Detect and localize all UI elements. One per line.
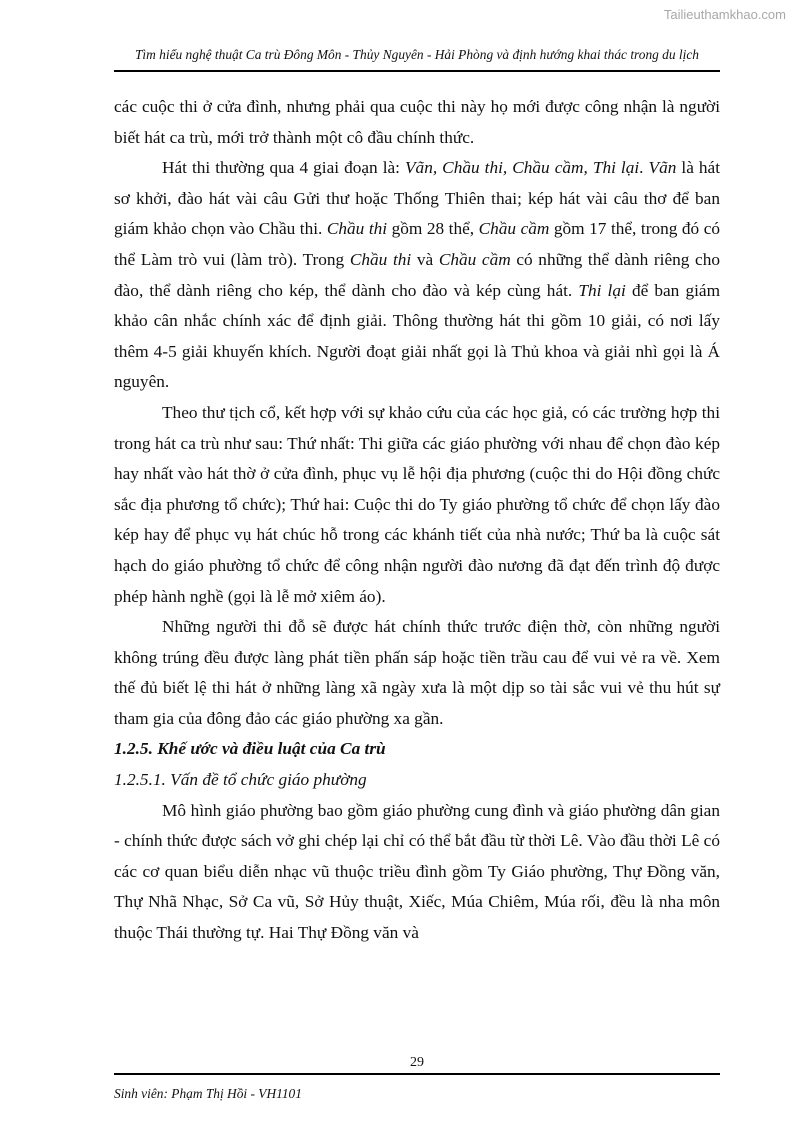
running-header: Tìm hiểu nghệ thuật Ca trù Đông Môn - Thủy Nguyên - Hải Phòng và định hướng khai thác trong du lịch	[134, 47, 700, 62]
page-body	[114, 92, 720, 949]
section-heading: 1.2.5. Khế ước và điều luật của Ca trù	[114, 739, 386, 759]
subsection-heading: 1.2.5.1. Vấn đề tổ chức giáo phường	[114, 770, 367, 790]
paragraph-1: các cuộc thi ở cửa đình, nhưng phải qua cuộc thi này họ mới được công nhận là người biết hát ca trù, mới trở thành một cô đầu chính thức.	[114, 97, 720, 147]
paragraph-3: Theo thư tịch cổ, kết hợp với sự khảo cứu của các học giả, có các trường hợp thi trong hát ca trù như sau: Thứ nhất: Thi giữa các giáo phường với nhau để chọn đào kép hay nhất vào hát thờ ở cửa đình, phục vụ lễ hội địa phương (cuộc thi do Hội đồng chức sắc địa phương tổ chức); Thứ hai: Cuộc thi do Ty giáo phường tổ chức để chọn lấy đào kép hay để phục vụ hát chúc hỗ trong các khánh tiết của nhà nước; Thứ ba là cuộc sát hạch do giáo phường tổ chức để công nhận người đào nương đã đạt đến trình độ được phép hành nghề (gọi là lễ mở xiêm áo).	[114, 402, 720, 606]
footer-divider	[114, 1073, 720, 1075]
paragraph-2: Hát thi thường qua 4 giai đoạn là: Vãn, Chầu thi, Chầu cầm, Thi lại. Vãn là hát sơ khởi, đào hát vài câu Gửi thư hoặc Thống Thiên thai; kép hát vài câu thơ để ban giám khảo chọn vào Chầu thi. Chầu thi gồm 28 thể, Chầu cầm gồm 17 thể, trong đó có thể Làm trò vui (làm trò). Trong Chầu thi và Chầu cầm có những thể dành riêng cho đào, thể dành riêng cho kép, thể dành cho đào và kép cùng hát. Thi lại để ban giám khảo cân nhắc chính xác để định giải. Thông thường hát thi gồm 10 giải, có nơi lấy thêm 4-5 giải khuyến khích. Người đoạt giải nhất gọi là Thủ khoa và giải nhì gọi là Á nguyên.	[114, 158, 721, 392]
page-number: 29	[410, 1055, 424, 1070]
watermark: Tailieuthamkhao.com	[663, 7, 786, 22]
paragraph-5: Mô hình giáo phường bao gồm giáo phường cung đình và giáo phường dân gian - chính thức được sách vở ghi chép lại chỉ có thể bắt đầu từ thời Lê. Vào đầu thời Lê có các cơ quan biểu diễn nhạc vũ thuộc triều đình gồm Ty Giáo phường, Thự Đồng văn, Thự Nhã Nhạc, Sở Ca vũ, Sở Hủy thuật, Xiếc, Múa Chiêm, Múa rối, đều là nha môn thuộc Thái thường tự. Hai Thự Đồng văn và	[114, 800, 720, 943]
paragraph-4: Những người thi đỗ sẽ được hát chính thức trước điện thờ, còn những người không trúng đều được làng phát tiền phấn sáp hoặc tiền trầu cau để vui vẻ ra về. Xem thế đủ biết lệ thi hát ở những làng xã ngày xưa là một dịp so tài sắc vui vẻ thu hút sự tham gia của đông đảo các giáo phường xa gần.	[114, 617, 720, 728]
header-divider	[114, 70, 720, 72]
footer-author: Sinh viên: Phạm Thị Hồi - VH1101	[114, 1086, 302, 1101]
